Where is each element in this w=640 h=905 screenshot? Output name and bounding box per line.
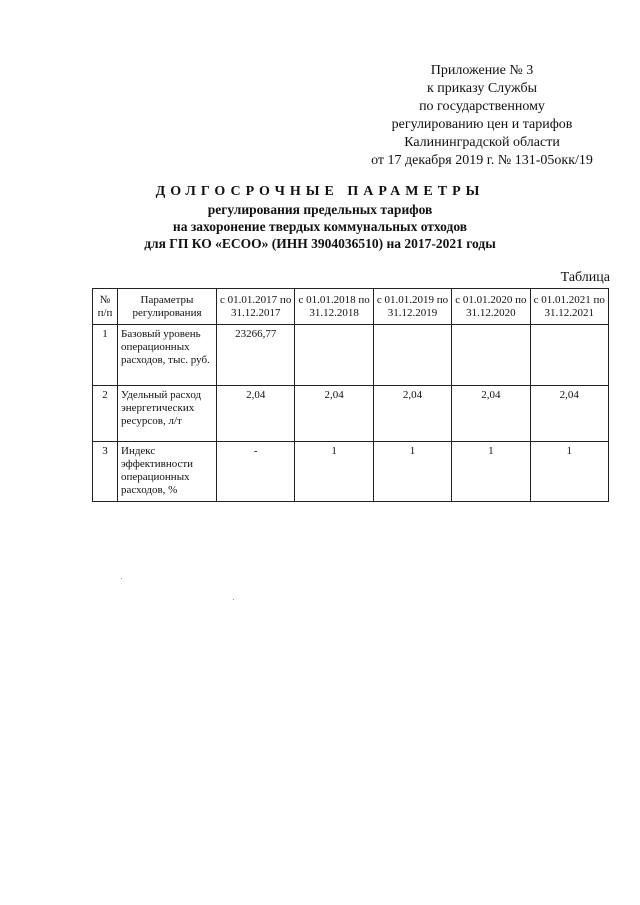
row-num: 2 — [93, 386, 118, 442]
header-period-2020: с 01.01.2020 по 31.12.2020 — [452, 289, 530, 325]
table-header-row — [93, 289, 609, 325]
cell-value: 1 — [373, 442, 451, 502]
title-line-2: на захоронение твердых коммунальных отходов — [172, 219, 468, 234]
appendix-header — [352, 62, 612, 170]
cell-value — [530, 325, 608, 386]
header-period-2019: с 01.01.2019 по 31.12.2019 — [373, 289, 451, 325]
header-period-2021: с 01.01.2021 по 31.12.2021 — [530, 289, 608, 325]
cell-value: - — [217, 442, 295, 502]
table-row — [93, 386, 609, 442]
cell-value: 23266,77 — [217, 325, 295, 386]
row-param: Удельный расход энергетических ресурсов, л/т — [118, 386, 217, 442]
table-caption: Таблица — [560, 270, 610, 285]
cell-value — [452, 325, 530, 386]
cell-value: 2,04 — [295, 386, 373, 442]
cell-value — [373, 325, 451, 386]
title-line-1: регулирования предельных тарифов — [207, 202, 433, 217]
appendix-line: Калининградской области — [404, 135, 560, 150]
scan-speck — [121, 578, 122, 579]
appendix-line: от 17 декабря 2019 г. № 131-05окк/19 — [371, 153, 593, 168]
scan-speck — [233, 599, 234, 600]
row-num: 1 — [93, 325, 118, 386]
appendix-line: Приложение № 3 — [430, 63, 534, 78]
cell-value: 2,04 — [217, 386, 295, 442]
cell-value: 2,04 — [530, 386, 608, 442]
appendix-line: по государственному — [419, 99, 545, 114]
cell-value: 2,04 — [373, 386, 451, 442]
row-param: Индекс эффективности операционных расходов, % — [118, 442, 217, 502]
appendix-line: регулированию цен и тарифов — [391, 117, 573, 132]
header-param: Параметры регулирования — [118, 289, 217, 325]
table-row — [93, 442, 609, 502]
cell-value: 1 — [452, 442, 530, 502]
table-row — [93, 325, 609, 386]
cell-value: 1 — [530, 442, 608, 502]
cell-value: 2,04 — [452, 386, 530, 442]
header-num: № п/п — [93, 289, 118, 325]
title-main: ДОЛГОСРОЧНЫЕ ПАРАМЕТРЫ — [155, 184, 485, 199]
parameters-table — [92, 288, 609, 502]
row-num: 3 — [93, 442, 118, 502]
title-line-3: для ГП КО «ЕСОО» (ИНН 3904036510) на 2017-2021 годы — [144, 236, 496, 251]
appendix-line: к приказу Службы — [427, 81, 537, 96]
header-period-2017: с 01.01.2017 по 31.12.2017 — [217, 289, 295, 325]
document-title — [60, 183, 580, 252]
cell-value — [295, 325, 373, 386]
cell-value: 1 — [295, 442, 373, 502]
header-period-2018: с 01.01.2018 по 31.12.2018 — [295, 289, 373, 325]
row-param: Базовый уровень операционных расходов, тыс. руб. — [118, 325, 217, 386]
